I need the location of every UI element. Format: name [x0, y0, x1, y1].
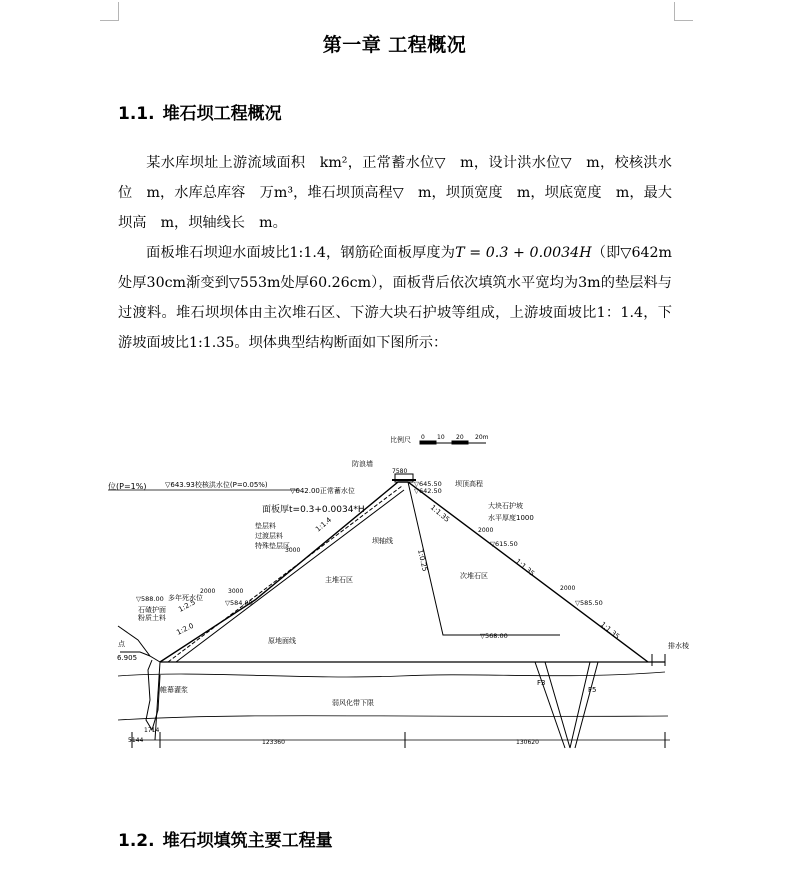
- label-parapet: 防浪墙: [352, 460, 373, 468]
- dam-cross-section-diagram: [0, 430, 789, 750]
- label-rip-rap-width: 水平厚度1000: [488, 514, 534, 522]
- paragraph-structure: [118, 238, 672, 358]
- label-el-584: ▽584.00: [225, 599, 253, 607]
- label-elevation-left: 6.905: [117, 654, 138, 662]
- scale-tick-1: 10: [437, 434, 445, 441]
- label-ds-slope-1: 1:1.35: [428, 503, 452, 524]
- section-number: 1.1.: [118, 104, 155, 124]
- label-check-flood: ▽643.93校核洪水位(P=0.05%): [165, 481, 268, 489]
- label-us-slope-3: 1:2.0: [175, 621, 196, 637]
- section-number: 1.2.: [118, 831, 155, 851]
- label-foundation-line: 原地面线: [268, 637, 296, 645]
- label-width-3000-b: 3000: [228, 588, 244, 595]
- label-crest-642: ▽642.50: [414, 487, 442, 495]
- slab-thickness-formula: T = 0.3 + 0.0034H: [455, 245, 592, 261]
- label-ballast: 石碴护面: [138, 606, 166, 614]
- label-clay: 粉质土料: [138, 614, 166, 622]
- label-fault-3: F3: [537, 679, 546, 687]
- label-el-585: ▽585.50: [575, 599, 603, 607]
- label-width-3000-a: 3000: [285, 547, 301, 554]
- label-dim-left-2: 5144: [128, 737, 144, 744]
- label-slab-thickness: 面板厚t=0.3+0.0034*H: [262, 505, 365, 515]
- scale-tick-2: 20: [456, 434, 464, 441]
- label-axis: 坝轴线: [372, 537, 393, 545]
- label-cushion: 垫层料: [255, 522, 276, 530]
- label-rip-rap: 大块石护坡: [488, 502, 523, 510]
- label-toe: 点: [118, 640, 125, 648]
- label-transition: 过渡层料: [255, 532, 283, 540]
- section-heading-1-2: [118, 826, 333, 851]
- section-title: 堆石坝填筑主要工程量: [162, 831, 333, 851]
- label-us-slope-2: 1:2.5: [177, 598, 197, 614]
- label-crest-elev: 坝顶高程: [455, 480, 483, 488]
- label-special-cushion: 特殊垫层区: [255, 542, 290, 550]
- scale-tick-0: 0: [421, 434, 425, 441]
- label-width-2000-b: 2000: [560, 585, 576, 592]
- paragraph-structure-text-a: 面板堆石坝迎水面坡比1:1.4，钢筋砼面板厚度为: [146, 245, 456, 261]
- label-dim-left: 1714: [144, 727, 160, 734]
- label-ds-slope-2: 1:1.35: [513, 557, 537, 578]
- label-dead-level: 多年死水位: [168, 594, 203, 602]
- paragraph-structure-text-b: （即▽642m处厚30cm渐变到▽553m处厚60.26cm），面板背后依次填筑水平宽均为3m的垫层料与过渡料。堆石坝坝体由主次堆石区、下游大块石护坡等组成，上游坡面坡比1：1.4，下游坡面坡比1:1.35。坝体典型结构断面如下图所示：: [118, 245, 673, 351]
- label-weathered-zone: 弱风化带下限: [332, 699, 374, 707]
- label-crest-width: 7580: [392, 468, 408, 475]
- label-normal-level: ▽642.00正常蓄水位: [290, 487, 355, 495]
- paragraph-overview: [118, 148, 672, 238]
- label-core-slope: 1:0.25: [416, 548, 429, 573]
- label-ds-slope-3: 1:1.35: [598, 620, 622, 641]
- section-heading-1-1: [118, 99, 282, 124]
- label-drain: 排水棱: [668, 642, 689, 650]
- scale-bar: [390, 434, 489, 444]
- margin-corner-mark-right: [674, 2, 693, 21]
- label-main-zone: 主堆石区: [325, 576, 353, 584]
- dam-outline: [108, 474, 670, 748]
- label-width-2000-c: 2000: [200, 588, 216, 595]
- label-el-615: ▽615.50: [490, 540, 518, 548]
- label-dim-right: 130620: [516, 739, 539, 746]
- label-flood-left: 位(P=1%): [108, 482, 147, 491]
- label-width-2000-a: 2000: [478, 527, 494, 534]
- diagram-labels: [108, 459, 689, 746]
- paragraph-overview-text: 某水库坝址上游流域面积 km²，正常蓄水位▽ m，设计洪水位▽ m，校核洪水位 m，水库总库容 万m³，堆石坝顶高程▽ m，坝顶宽度 m，坝底宽度 m，最大坝高 m，坝轴线长 m。: [118, 155, 672, 231]
- label-dim-mid: 123360: [262, 739, 285, 746]
- label-second-zone: 次堆石区: [460, 572, 488, 580]
- label-up-slope: 1:1.4: [314, 515, 334, 534]
- margin-corner-mark-left: [100, 2, 119, 21]
- section-title: 堆石坝工程概况: [162, 104, 282, 124]
- label-el-568: ▽568.00: [480, 632, 508, 640]
- scale-label: 比例尺: [390, 436, 411, 444]
- scale-tick-3: 20m: [475, 434, 489, 441]
- label-grout-curtain: 帷幕灌浆: [160, 686, 188, 694]
- chapter-title: 第一章 工程概况: [322, 34, 467, 56]
- label-fault-5: F5: [588, 686, 597, 694]
- label-crest-645: ▽645.50: [414, 480, 442, 488]
- label-el-588: ▽588.00: [136, 595, 164, 603]
